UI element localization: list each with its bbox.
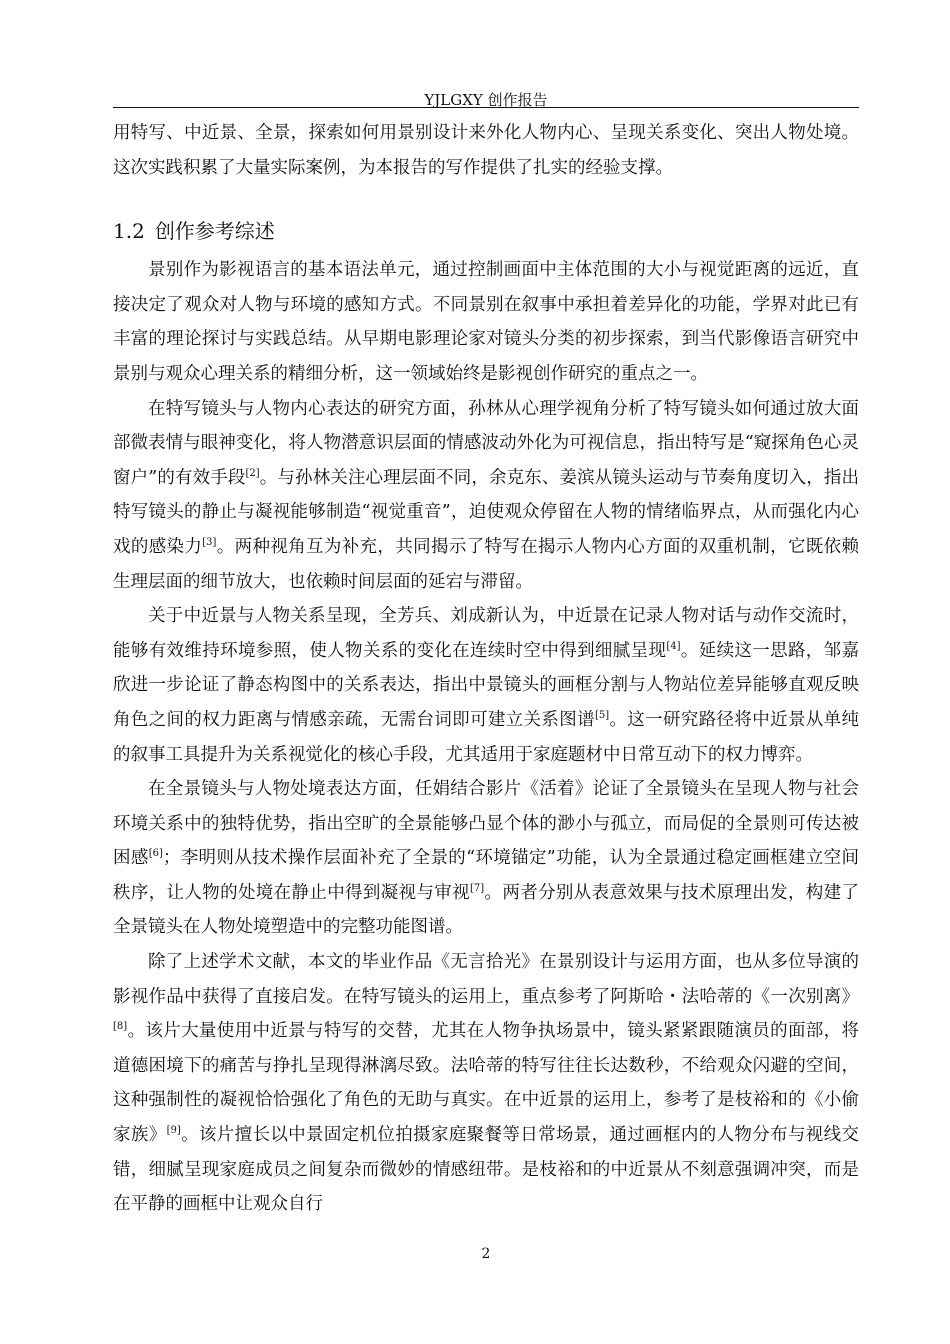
paragraph-text: ；李明则从技术操作层面补充了全景的“环境锚定”功能，认为全景通过稳定画框建立空间秩序，让人物的处境在静止中得到凝视与审视 [113,848,860,903]
paragraph-1: 景别作为影视语言的基本语法单元，通过控制画面中主体范围的大小与视觉距离的远近，直接决定了观众对人物与环境的感知方式。不同景别在叙事中承担着差异化的功能，学界对此已有丰富的理论探讨与实践总结。从早期电影理论家对镜头分类的初步探索，到当代影像语言研究中景别与观众心理关系的精细分析，这一领域始终是影视创作研究的重点之一。 [113,260,859,384]
paragraph-text: 在特写镜头与人物内心表达的研究方面，孙林从心理学视角分析了特写镜头如何通过放大面部微表情与眼神变化，将人物潜意识层面的情感波动外化为可视信息，指出特写是“窥探角色心灵窗户”的有效手段 [113,398,859,488]
section-heading [113,214,859,248]
citation-ref: [8] [113,1021,128,1033]
page-body [113,116,859,1222]
paragraph-text: 。与孙林关注心理层面不同，余克东、姜滨从镜头运动与节奏角度切入，指出特写镜头的静止与凝视能够制造“视觉重音”，迫使观众停留在人物的情绪临界点，从而强化内心戏的感染力 [113,467,860,557]
paragraph-text: 。两种视角互为补充，共同揭示了特写在揭示人物内心方面的双重机制，它既依赖生理层面的细节放大，也依赖时间层面的延宕与滞留。 [113,536,859,592]
citation-ref: [5] [594,709,610,721]
citation-ref: [2] [245,467,260,479]
paragraph-4 [113,772,859,945]
paragraph-3 [113,599,859,772]
intro-paragraph: 用特写、中近景、全景，探索如何用景别设计来外化人物内心、呈现关系变化、突出人物处境。这次实践积累了大量实际案例，为本报告的写作提供了扎实的经验支撑。 [113,123,859,178]
header-rule [113,107,859,108]
citation-ref: [3] [202,536,217,548]
paragraph-text: 。两者分别从表意效果与技术原理出发，构建了全景镜头在人物处境塑造中的完整功能图谱。 [113,882,860,938]
section-title: 创作参考综述 [154,219,275,244]
citation-ref: [6] [148,848,163,860]
citation-ref: [9] [166,1125,181,1137]
paragraph-5 [113,945,859,1222]
citation-ref: [4] [666,640,681,652]
paragraph-text: 除了上述学术文献，本文的毕业作品《无言拾光》在景别设计与运用方面，也从多位导演的影视作品中获得了直接启发。在特写镜头的运用上，重点参考了阿斯哈・法哈蒂的《一次别离》 [113,952,859,1007]
paragraph-text: 。这一研究路径将中近景从单纯的叙事工具提升为关系视觉化的核心手段，尤其适用于家庭题材中日常互动下的权力博弈。 [113,709,860,765]
paragraph-text: 。该片大量使用中近景与特写的交替，尤其在人物争执场景中，镜头紧紧跟随演员的面部，将道德困境下的痛苦与挣扎呈现得淋漓尽致。法哈蒂的特写往往长达数秒，不给观众闪避的空间，这种强制性的凝视恰恰强化了角色的无助与真实。在中近景的运用上，参考了是枝裕和的《小偷家族》 [113,1021,859,1146]
citation-ref: [7] [470,882,485,894]
paragraph-2 [113,392,859,600]
paragraph-text: 。该片擅长以中景固定机位拍摄家庭聚餐等日常场景，通过画框内的人物分布与视线交错，细腻呈现家庭成员之间复杂而微妙的情感纽带。是枝裕和的中近景从不刻意强调冲突，而是在平静的画框中让观众自行 [113,1125,860,1215]
section-number: 1.2 [113,219,145,244]
page-header: YJLGXY 创作报告 [424,91,548,109]
paragraph-text: 。延续这一思路，邹嘉欣进一步论证了静态构图中的关系表达，指出中景镜头的画框分割与人物站位差异能够直观反映角色之间的权力距离与情感亲疏，无需台词即可建立关系图谱 [113,640,860,730]
paragraph-text: 关于中近景与人物关系呈现，全芳兵、刘成新认为，中近景在记录人物对话与动作交流时，能够有效维持环境参照，使人物关系的变化在连续时空中得到细腻呈现 [113,606,859,661]
paragraph-text: 在全景镜头与人物处境表达方面，任娟结合影片《活着》论证了全景镜头在呈现人物与社会环境关系中的独特优势，指出空旷的全景能够凸显个体的渺小与孤立，而局促的全景则可传达被困感 [113,779,859,869]
page-number: 2 [481,1246,491,1262]
